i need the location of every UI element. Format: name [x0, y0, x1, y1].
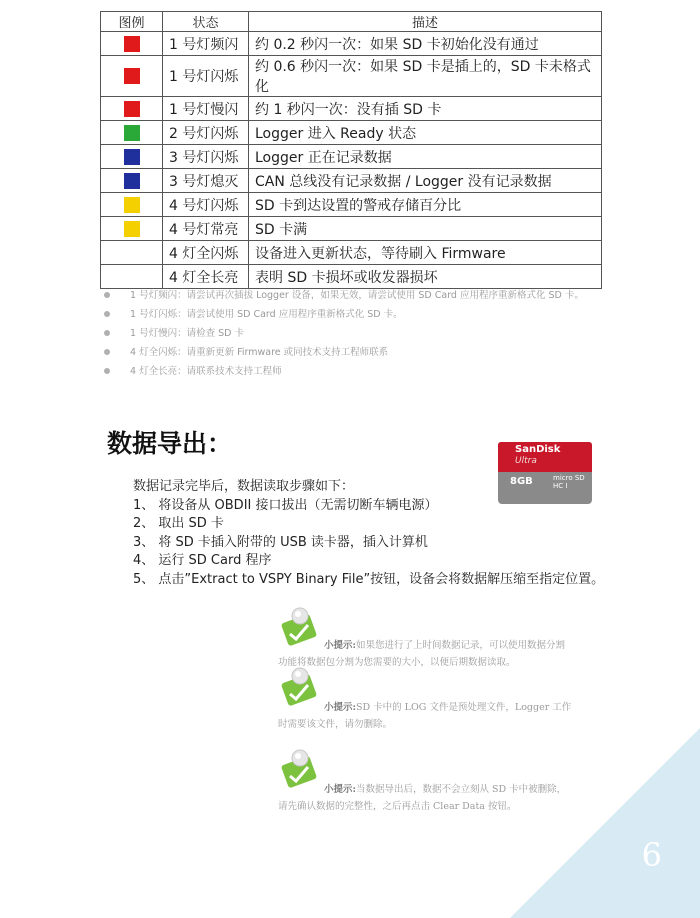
note-item — [104, 286, 604, 305]
tip-line: SD 卡中的 LOG 文件是预处理文件，Logger 工作 — [356, 702, 572, 713]
state-cell: 1 号灯闪烁 — [163, 56, 249, 97]
led-color-swatch — [124, 36, 140, 52]
note-text: 4 灯全闪烁：请重新更新 Firmware 或同技术支持工程师联系 — [130, 347, 389, 358]
sd-card-logo: micro SD HC I — [553, 474, 585, 490]
table-row — [101, 193, 602, 217]
description-cell: 表明 SD 卡损坏或收发器损坏 — [249, 265, 602, 289]
note-item — [104, 305, 604, 324]
corner-decoration — [510, 728, 700, 918]
state-cell: 4 号灯闪烁 — [163, 193, 249, 217]
note-text: 4 灯全长亮：请联系技术支持工程师 — [130, 366, 282, 377]
state-cell: 3 号灯熄灭 — [163, 169, 249, 193]
table-row — [101, 56, 602, 97]
legend-cell — [101, 97, 163, 121]
table-row — [101, 121, 602, 145]
table-row — [101, 265, 602, 289]
legend-cell — [101, 121, 163, 145]
note-item — [104, 324, 604, 343]
tip-text — [278, 781, 608, 815]
tip-line: 如果您进行了上时间数据记录，可以使用数据分割 — [356, 640, 566, 651]
description-cell: 约 1 秒闪一次：没有插 SD 卡 — [249, 97, 602, 121]
led-color-swatch — [124, 125, 140, 141]
step-item: 5、 点击”Extract to VSPY Binary File”按钮，设备会将数据解压缩至指定位置。 — [133, 571, 605, 587]
state-cell: 4 灯全闪烁 — [163, 241, 249, 265]
note-text: 1 号灯闪烁：请尝试使用 SD Card 应用程序重新格式化 SD 卡。 — [130, 309, 403, 320]
description-cell: Logger 正在记录数据 — [249, 145, 602, 169]
led-color-swatch — [124, 173, 140, 189]
bullet-icon — [104, 330, 110, 336]
description-cell: 约 0.6 秒闪一次：如果 SD 卡是插上的，SD 卡未格式化 — [249, 56, 602, 97]
step-item: 1、 将设备从 OBDII 接口拔出（无需切断车辆电源） — [133, 497, 438, 513]
steps-intro: 数据记录完毕后，数据读取步骤如下： — [133, 479, 355, 494]
note-item — [104, 343, 604, 362]
state-cell: 1 号灯慢闪 — [163, 97, 249, 121]
sd-card-brand: SanDisk — [515, 444, 561, 455]
table-header-row — [101, 12, 602, 32]
legend-cell — [101, 56, 163, 97]
table-row — [101, 32, 602, 56]
tip-line: 功能将数据包分割为您需要的大小，以便后期数据读取。 — [278, 657, 516, 668]
bullet-icon — [104, 311, 110, 317]
section-title: 数据导出： — [107, 429, 233, 458]
note-text: 1 号灯慢闪：请检查 SD 卡 — [130, 328, 244, 339]
tip-line: 请先确认数据的完整性，之后再点击 Clear Data 按钮。 — [278, 801, 517, 812]
step-item: 3、 将 SD 卡插入附带的 USB 读卡器，插入计算机 — [133, 534, 428, 550]
led-color-swatch — [124, 221, 140, 237]
table-row — [101, 241, 602, 265]
led-color-swatch — [124, 101, 140, 117]
led-color-swatch — [124, 149, 140, 165]
bullet-icon — [104, 349, 110, 355]
page-number: 6 — [641, 836, 662, 874]
legend-cell — [101, 265, 163, 289]
tip-text — [278, 699, 608, 733]
table-row — [101, 145, 602, 169]
export-steps — [133, 478, 613, 589]
table-row — [101, 97, 602, 121]
led-legend-table — [100, 11, 602, 289]
state-cell: 4 号灯常亮 — [163, 217, 249, 241]
table-row — [101, 217, 602, 241]
description-cell: SD 卡到达设置的警戒存储百分比 — [249, 193, 602, 217]
description-cell: SD 卡满 — [249, 217, 602, 241]
sd-card-capacity: 8GB — [510, 476, 533, 487]
led-color-swatch — [124, 197, 140, 213]
tip-text — [278, 637, 608, 671]
note-item — [104, 362, 604, 381]
legend-cell — [101, 32, 163, 56]
legend-cell — [101, 241, 163, 265]
tip-label: 小提示: — [324, 784, 357, 795]
bullet-icon — [104, 368, 110, 374]
header-description: 描述 — [249, 12, 602, 32]
description-cell: Logger 进入 Ready 状态 — [249, 121, 602, 145]
state-cell: 4 灯全长亮 — [163, 265, 249, 289]
legend-cell — [101, 193, 163, 217]
step-item: 4、 运行 SD Card 程序 — [133, 553, 272, 568]
notes-list — [104, 286, 604, 381]
tip-label: 小提示: — [324, 640, 357, 651]
state-cell: 3 号灯闪烁 — [163, 145, 249, 169]
state-cell: 2 号灯闪烁 — [163, 121, 249, 145]
bullet-icon — [104, 292, 110, 298]
description-cell: 设备进入更新状态，等待刷入 Firmware — [249, 241, 602, 265]
table-row — [101, 169, 602, 193]
header-legend: 图例 — [101, 12, 163, 32]
note-text: 1 号灯频闪：请尝试再次插拔 Logger 设备，如果无效，请尝试使用 SD Card 应用程序重新格式化 SD 卡。 — [130, 290, 584, 301]
led-color-swatch — [124, 68, 140, 84]
legend-cell — [101, 169, 163, 193]
tip-line: 时需要该文件，请勿删除。 — [278, 719, 393, 730]
description-cell: 约 0.2 秒闪一次：如果 SD 卡初始化没有通过 — [249, 32, 602, 56]
legend-cell — [101, 145, 163, 169]
tip-line: 当数据导出后，数据不会立刻从 SD 卡中被删除， — [356, 784, 567, 795]
sd-card-line: Ultra — [515, 456, 537, 466]
state-cell: 1 号灯频闪 — [163, 32, 249, 56]
header-state: 状态 — [163, 12, 249, 32]
description-cell: CAN 总线没有记录数据 / Logger 没有记录数据 — [249, 169, 602, 193]
legend-cell — [101, 217, 163, 241]
tip-label: 小提示: — [324, 702, 357, 713]
step-item: 2、 取出 SD 卡 — [133, 516, 224, 531]
